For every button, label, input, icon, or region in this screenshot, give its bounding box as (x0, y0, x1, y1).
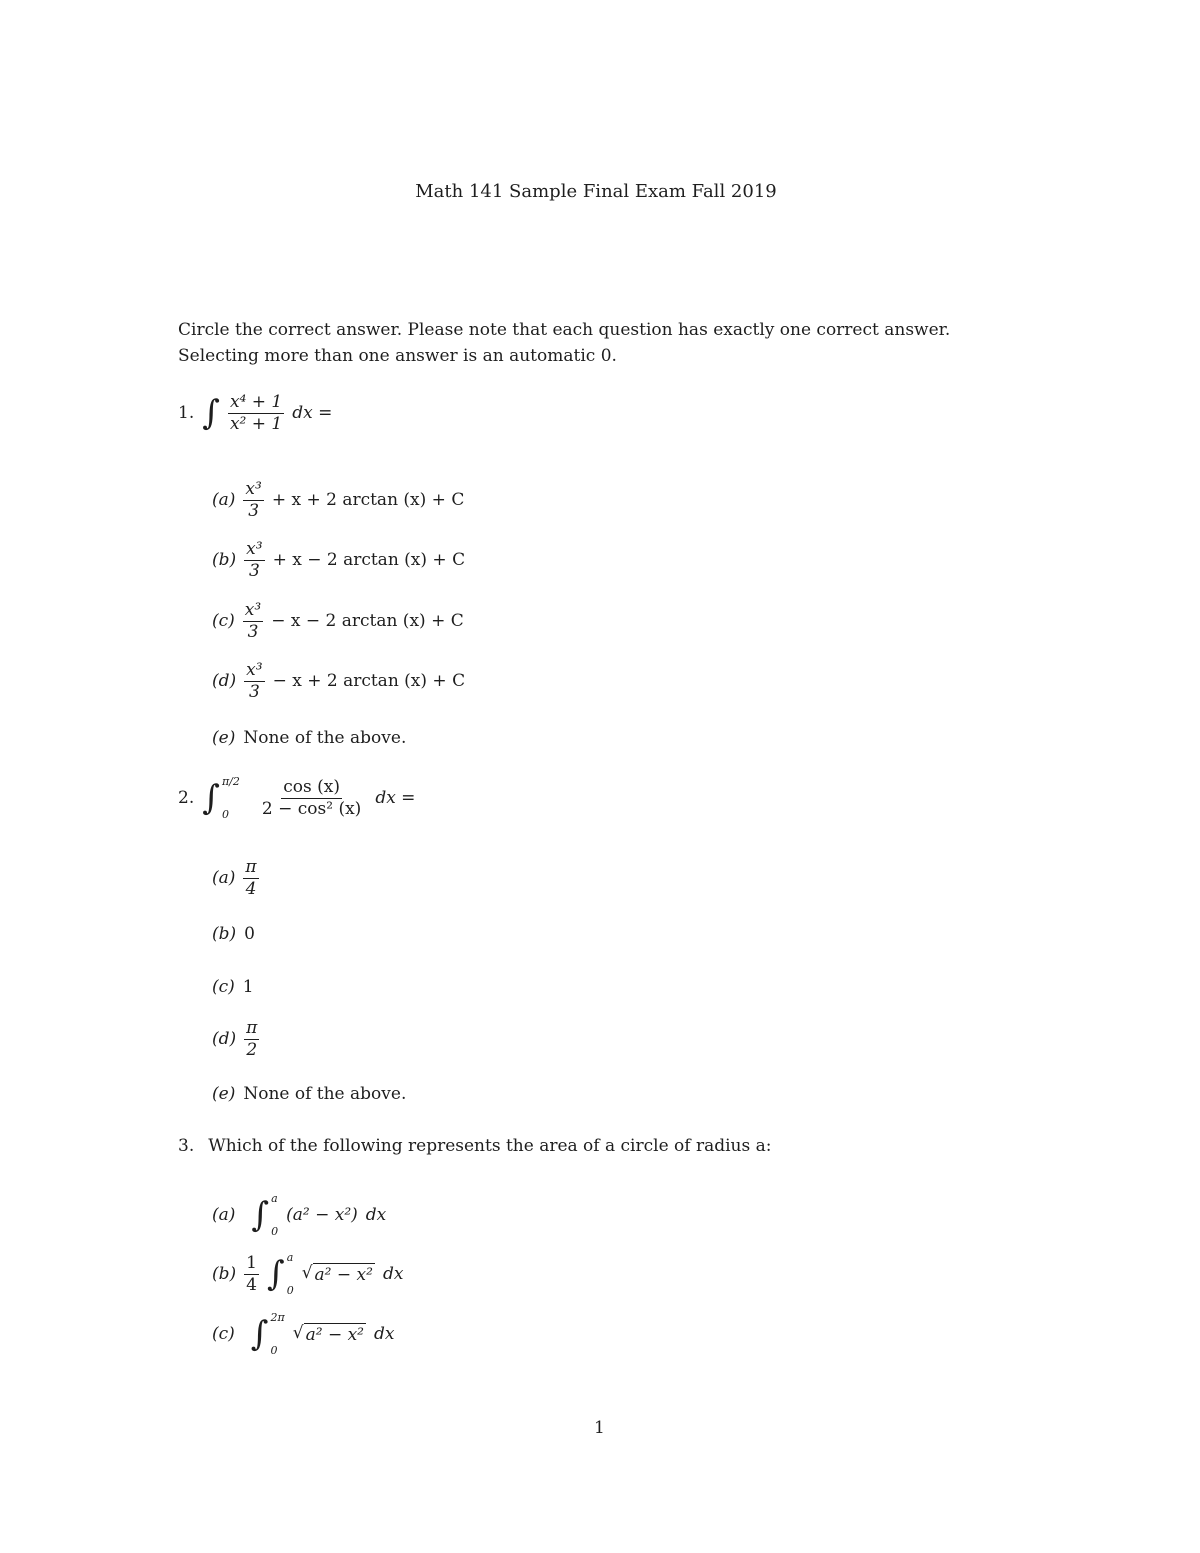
q3-option-a[interactable] (212, 1192, 386, 1238)
integrand-fraction (262, 778, 361, 818)
sqrt-icon: √ (301, 1263, 313, 1283)
denominator: x² + 1 (229, 413, 283, 434)
question-number: 1. (178, 403, 195, 424)
option-label: (b) (212, 1264, 237, 1284)
q1-option-c[interactable] (212, 601, 464, 641)
lower-limit: 0 (286, 1284, 294, 1297)
integrand: (a² − x²) (286, 1205, 358, 1225)
lower-limit: 0 (270, 1344, 278, 1357)
option-text: None of the above. (243, 728, 407, 748)
lower-limit: 0 (271, 1225, 279, 1238)
q1-option-b[interactable] (212, 540, 465, 580)
page-number: 1 (594, 1418, 605, 1438)
exam-title: Math 141 Sample Final Exam Fall 2019 (415, 181, 777, 202)
option-label: (a) (212, 1205, 236, 1225)
question-number: 3. (178, 1136, 195, 1156)
integral-limits (271, 1192, 278, 1238)
option-label: (d) (212, 671, 237, 692)
option-label: (a) (212, 868, 236, 889)
denominator: 4 (245, 878, 257, 899)
differential: dx (382, 1264, 404, 1284)
integral-sign: ∫ (202, 778, 220, 818)
option-fraction (243, 480, 263, 520)
option-text: 1 (242, 977, 254, 997)
numerator: π (246, 1018, 258, 1038)
question-number: 2. (178, 788, 195, 808)
question-3 (178, 1136, 771, 1156)
numerator: x³ (245, 479, 262, 499)
upper-limit: a (271, 1192, 278, 1205)
option-fraction (244, 540, 264, 580)
denominator: 3 (248, 560, 260, 581)
option-text: + x − 2 arctan (x) + C (272, 550, 466, 571)
q1-option-a[interactable] (212, 480, 464, 520)
differential: dx = (375, 788, 416, 808)
integrand-fraction (228, 393, 284, 433)
radicand: a² − x² (314, 1265, 373, 1285)
integral-sign: ∫ (202, 393, 220, 434)
instructions-line-1: Circle the correct answer. Please note that each question has exactly one correct answer. (178, 320, 951, 340)
radicand: a² − x² (305, 1325, 364, 1345)
q2-option-a[interactable] (212, 858, 259, 898)
q1-option-e[interactable] (212, 728, 406, 748)
option-label: (e) (212, 1084, 236, 1104)
option-label: (a) (212, 490, 236, 511)
option-text: 0 (244, 924, 255, 944)
option-label: (b) (212, 924, 237, 944)
square-root (293, 1323, 366, 1345)
numerator: x⁴ + 1 (229, 392, 283, 412)
denominator: 3 (248, 500, 260, 521)
integral-sign: ∫ (251, 1195, 270, 1235)
option-fraction (244, 661, 264, 701)
option-label: (d) (212, 1029, 237, 1050)
upper-limit: a (286, 1251, 294, 1264)
numerator: x³ (244, 600, 262, 620)
option-text: − x − 2 arctan (x) + C (271, 611, 464, 632)
q3-option-b[interactable] (212, 1251, 403, 1297)
question-2 (178, 775, 415, 821)
option-label: (e) (212, 728, 236, 748)
option-label: (c) (212, 1324, 235, 1344)
differential: dx (374, 1324, 395, 1344)
instructions-line-2: Selecting more than one answer is an automatic 0. (178, 346, 617, 366)
q1-option-d[interactable] (212, 661, 465, 701)
square-root (302, 1263, 375, 1285)
option-text: + x + 2 arctan (x) + C (271, 490, 465, 511)
numerator: x³ (246, 539, 263, 559)
option-label: (c) (212, 977, 235, 997)
q2-option-b[interactable] (212, 924, 255, 944)
numerator: x³ (246, 660, 263, 680)
integral-limits (222, 775, 240, 821)
option-fraction (243, 601, 263, 641)
option-fraction (243, 858, 258, 898)
option-label: (b) (212, 550, 237, 571)
q3-option-c[interactable] (212, 1311, 394, 1357)
integral-sign: ∫ (250, 1314, 269, 1354)
q2-option-e[interactable] (212, 1084, 406, 1104)
lower-limit: 0 (221, 808, 229, 821)
integral-limits (271, 1311, 285, 1357)
upper-limit: 2π (270, 1311, 285, 1324)
option-label: (c) (212, 611, 235, 632)
option-text: None of the above. (243, 1084, 407, 1104)
denominator: 2 (246, 1039, 258, 1060)
differential: dx = (292, 403, 333, 424)
option-text: − x + 2 arctan (x) + C (272, 671, 466, 692)
denominator: 4 (246, 1274, 257, 1295)
denominator: 3 (248, 681, 260, 702)
upper-limit: π/2 (221, 775, 240, 788)
numerator: π (245, 857, 257, 877)
numerator: cos (x) (283, 776, 340, 797)
sqrt-icon: √ (292, 1323, 304, 1343)
coefficient-fraction (244, 1254, 259, 1294)
integral-limits (287, 1251, 294, 1297)
differential: dx (365, 1205, 387, 1225)
question-1 (178, 393, 332, 433)
denominator: 2 − cos² (x) (261, 798, 362, 819)
q2-option-d[interactable] (212, 1019, 259, 1059)
q2-option-c[interactable] (212, 977, 254, 997)
integral-sign: ∫ (266, 1254, 285, 1294)
question-text: Which of the following represents the area of a circle of radius a: (208, 1136, 772, 1156)
numerator: 1 (246, 1252, 257, 1273)
option-fraction (244, 1019, 259, 1059)
denominator: 3 (247, 621, 259, 642)
